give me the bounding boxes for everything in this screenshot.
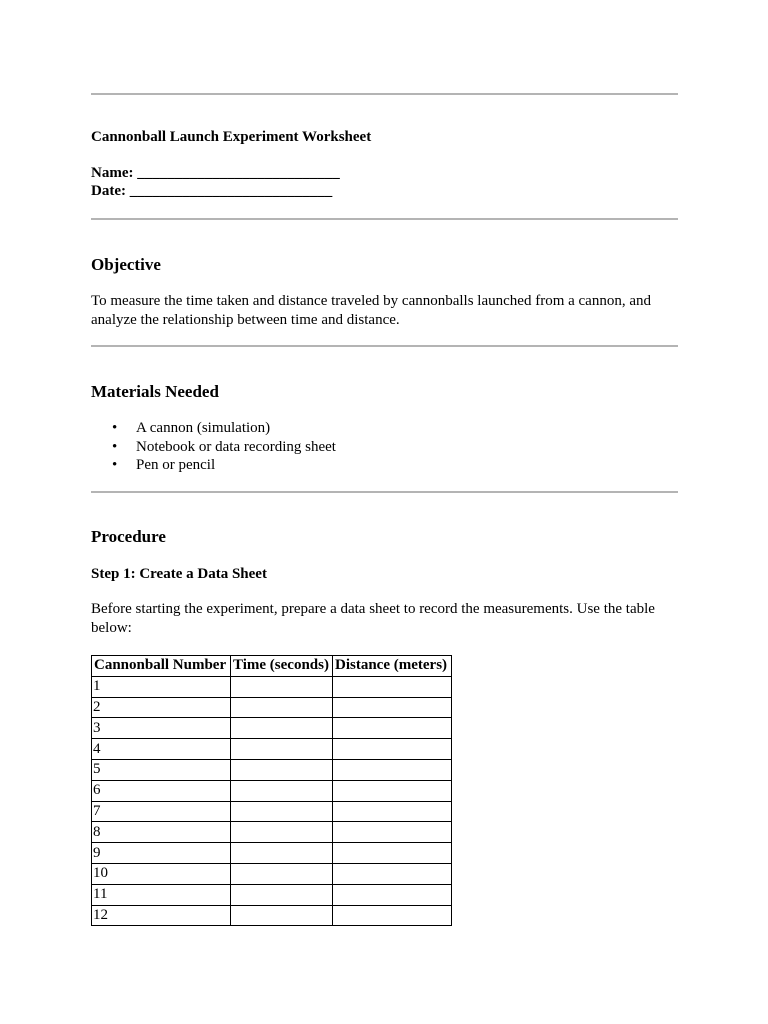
cell-cannonball-number: 6 <box>92 780 231 801</box>
cell-time-input[interactable] <box>231 780 333 801</box>
header-time-seconds: Time (seconds) <box>231 656 333 677</box>
cell-distance-input[interactable] <box>333 905 452 926</box>
cell-time-input[interactable] <box>231 905 333 926</box>
materials-list <box>91 419 336 475</box>
date-field[interactable]: Date: ___________________________ <box>91 183 333 199</box>
table-row <box>92 801 452 822</box>
cell-distance-input[interactable] <box>333 863 452 884</box>
divider-after-objective <box>91 345 678 347</box>
bullet-icon: • <box>112 438 118 455</box>
cell-cannonball-number: 12 <box>92 905 231 926</box>
cell-distance-input[interactable] <box>333 697 452 718</box>
cell-cannonball-number: 5 <box>92 759 231 780</box>
cell-cannonball-number: 3 <box>92 718 231 739</box>
material-item-label: Pen or pencil <box>136 457 216 473</box>
cell-distance-input[interactable] <box>333 780 452 801</box>
table-body <box>92 676 452 926</box>
data-sheet-table <box>91 655 452 926</box>
cell-distance-input[interactable] <box>333 718 452 739</box>
table-row <box>92 905 452 926</box>
objective-text: To measure the time taken and distance traveled by cannonballs launched from a cannon, and analyze the relationship between time and distance. <box>91 293 651 328</box>
step1-text: Before starting the experiment, prepare a data sheet to record the measurements. Use the table below: <box>91 601 655 636</box>
list-item <box>91 438 336 457</box>
bullet-icon: • <box>112 457 118 473</box>
table-row <box>92 718 452 739</box>
header-distance-meters: Distance (meters) <box>333 656 452 677</box>
cell-cannonball-number: 10 <box>92 863 231 884</box>
cell-distance-input[interactable] <box>333 676 452 697</box>
table-header-row <box>92 656 452 677</box>
procedure-heading: Procedure <box>91 527 166 546</box>
header-cannonball-number: Cannonball Number <box>92 656 231 677</box>
cell-distance-input[interactable] <box>333 884 452 905</box>
cell-time-input[interactable] <box>231 718 333 739</box>
worksheet-title: Cannonball Launch Experiment Worksheet <box>91 129 372 145</box>
table-row <box>92 739 452 760</box>
cell-cannonball-number: 11 <box>92 884 231 905</box>
objective-heading: Objective <box>91 255 161 274</box>
bullet-icon: • <box>112 420 118 436</box>
table-row <box>92 676 452 697</box>
cell-time-input[interactable] <box>231 822 333 843</box>
materials-heading: Materials Needed <box>91 382 219 401</box>
list-item <box>91 419 336 438</box>
cell-time-input[interactable] <box>231 801 333 822</box>
cell-time-input[interactable] <box>231 884 333 905</box>
cell-cannonball-number: 8 <box>92 822 231 843</box>
material-item-label: Notebook or data recording sheet <box>136 438 336 455</box>
cell-distance-input[interactable] <box>333 843 452 864</box>
cell-time-input[interactable] <box>231 843 333 864</box>
divider-top <box>91 93 678 95</box>
table-row <box>92 822 452 843</box>
table-row <box>92 863 452 884</box>
name-field[interactable]: Name: ___________________________ <box>91 165 340 181</box>
cell-distance-input[interactable] <box>333 759 452 780</box>
table-row <box>92 780 452 801</box>
cell-cannonball-number: 1 <box>92 676 231 697</box>
step1-heading: Step 1: Create a Data Sheet <box>91 566 267 582</box>
table-row <box>92 843 452 864</box>
cell-time-input[interactable] <box>231 697 333 718</box>
cell-time-input[interactable] <box>231 739 333 760</box>
cell-cannonball-number: 4 <box>92 739 231 760</box>
cell-time-input[interactable] <box>231 863 333 884</box>
material-item-label: A cannon (simulation) <box>136 420 271 436</box>
cell-cannonball-number: 2 <box>92 697 231 718</box>
cell-distance-input[interactable] <box>333 822 452 843</box>
divider-after-materials <box>91 491 678 493</box>
table-row <box>92 697 452 718</box>
table-row <box>92 759 452 780</box>
table-row <box>92 884 452 905</box>
list-item <box>91 456 336 475</box>
divider-after-header <box>91 218 678 220</box>
cell-time-input[interactable] <box>231 759 333 780</box>
cell-cannonball-number: 7 <box>92 801 231 822</box>
cell-distance-input[interactable] <box>333 801 452 822</box>
cell-time-input[interactable] <box>231 676 333 697</box>
cell-cannonball-number: 9 <box>92 843 231 864</box>
cell-distance-input[interactable] <box>333 739 452 760</box>
